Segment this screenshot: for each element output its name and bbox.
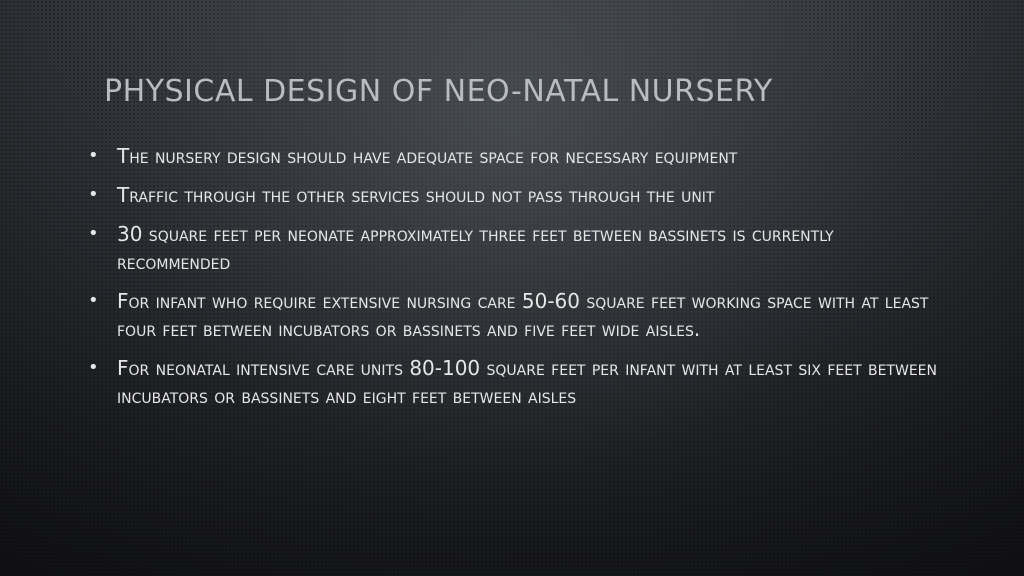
- bullet-item-adequate-space: [88, 142, 948, 170]
- slide-title: PHYSICAL DESIGN OF NEO-NATAL NURSERY: [104, 74, 773, 109]
- bullet-item-square-feet-per-neonate: [88, 220, 948, 276]
- bullet-item-neonatal-intensive-care: [88, 354, 948, 410]
- bullet-icon: •: [88, 357, 99, 378]
- bullet-text: or neonatal intensive care units 80-100 square feet per infant with at least six feet between incubators or bassinets and eight feet between aisles: [117, 356, 937, 408]
- bullet-text-start: T: [117, 144, 130, 168]
- bullet-icon: •: [88, 223, 99, 244]
- bullet-item-traffic: [88, 181, 948, 209]
- bullet-text-start: 30: [117, 222, 143, 246]
- bullet-text: he nursery design should have adequate space for necessary equipment: [129, 144, 738, 168]
- bullet-text: or infant who require extensive nursing care 50-60 square feet working space with at least four feet between incubators or bassinets and five feet wide aisles.: [117, 289, 929, 341]
- bullet-text-start: F: [117, 289, 129, 313]
- bullet-text: square feet per neonate approximately three feet between bassinets is currently recommended: [117, 222, 834, 274]
- bullet-list: [88, 142, 948, 421]
- bullet-item-extensive-nursing-care: [88, 287, 948, 343]
- bullet-text-start: F: [117, 356, 129, 380]
- bullet-icon: •: [88, 290, 99, 311]
- bullet-icon: •: [88, 145, 99, 166]
- bullet-text: raffic through the other services should not pass through the unit: [129, 183, 715, 207]
- bullet-text-start: T: [117, 183, 130, 207]
- bullet-icon: •: [88, 184, 99, 205]
